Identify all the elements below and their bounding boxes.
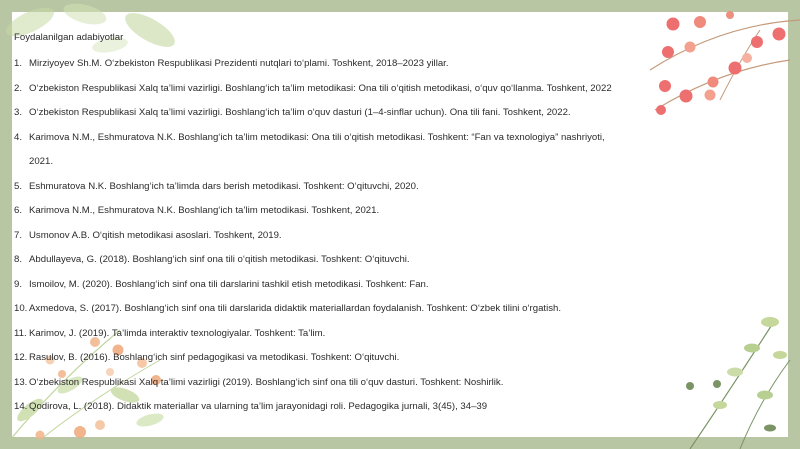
reference-text: Abdullayeva, G. (2018). Boshlang‘ich sinf ona tili o‘qitish metodikasi. Toshkent: O‘qituvchi. <box>29 254 410 265</box>
reference-item <box>14 77 654 102</box>
reference-number: 5. <box>14 180 23 192</box>
reference-item <box>14 248 654 273</box>
bottom-right-leaves-icon <box>686 317 790 449</box>
reference-number: 1. <box>14 58 23 69</box>
reference-item <box>14 150 654 175</box>
reference-item <box>14 175 654 200</box>
reference-item <box>14 371 654 396</box>
reference-number: 10. <box>14 303 28 314</box>
reference-text: Eshmuratova N.K. Boshlang‘ich ta’limda dars berish metodikasi. Toshkent: O‘qituvchi, 2020. <box>29 180 419 192</box>
reference-number: 6. <box>14 205 23 216</box>
references-list <box>14 52 654 420</box>
reference-number: 2. <box>14 82 23 94</box>
reference-number: 12. <box>14 352 28 363</box>
reference-number <box>14 150 29 175</box>
reference-text: Usmonov A.B. O‘qitish metodikasi asoslari. Toshkent, 2019. <box>29 229 282 241</box>
reference-text: Mirziyoyev Sh.M. O‘zbekiston Respublikasi Prezidenti nutqlari to‘plami. Toshkent, 2018–2023 yillar. <box>29 58 449 69</box>
reference-number: 14. <box>14 401 28 412</box>
reference-item <box>14 224 654 249</box>
reference-text: Rasulov, B. (2016). Boshlang‘ich sinf pedagogikasi va metodikasi. Toshkent: O‘qituvchi. <box>29 352 400 363</box>
reference-item <box>14 273 654 298</box>
reference-item <box>14 199 654 224</box>
reference-text: O‘zbekiston Respublikasi Xalq ta’limi vazirligi (2019). Boshlang‘ich sinf ona tili o‘quv dasturi. Toshkent: Noshirlik. <box>29 376 504 388</box>
reference-text: Qodirova, L. (2018). Didaktik materiallar va ularning ta’lim jarayonidagi roli. Pedagogika jurnali, 3(45), 34–39 <box>29 401 488 412</box>
reference-item <box>14 395 654 420</box>
references-title: Foydalanilgan adabiyotlar <box>14 32 124 43</box>
reference-text: O‘zbekiston Respublikasi Xalq ta’limi vazirligi. Boshlang‘ich ta’lim metodikasi: Ona tili o‘qitish metodikasi, o‘quv qo‘llanma. Toshkent, 2022 <box>29 82 612 94</box>
reference-item <box>14 346 654 371</box>
reference-text: Karimov, J. (2019). Ta’limda interaktiv texnologiyalar. Toshkent: Ta’lim. <box>29 327 326 339</box>
reference-number: 4. <box>14 131 23 143</box>
reference-text: Karimova N.M., Eshmuratova N.K. Boshlang‘ich ta’lim metodikasi. Toshkent, 2021. <box>29 205 380 216</box>
reference-text: 2021. <box>29 156 54 167</box>
reference-item <box>14 297 654 322</box>
reference-item <box>14 322 654 347</box>
reference-item <box>14 126 654 151</box>
reference-number: 11. <box>14 327 27 339</box>
reference-text: Karimova N.M., Eshmuratova N.K. Boshlang‘ich ta’lim metodikasi: Ona tili o‘qitish metodikasi. Toshkent: “Fan va texnologiya” nashriyoti, <box>29 131 605 143</box>
reference-number: 13. <box>14 376 28 388</box>
top-right-berries-icon <box>650 11 800 115</box>
reference-number: 8. <box>14 254 23 265</box>
reference-text: Ismoilov, M. (2020). Boshlang‘ich sinf ona tili darslarini tashkil etish metodikasi. Toshkent: Fan. <box>29 278 429 290</box>
reference-text: O‘zbekiston Respublikasi Xalq ta’limi vazirligi. Boshlang‘ich ta’lim o‘quv dasturi (1–4-sinflar uchun). Ona tili fani. Toshkent, 2022. <box>29 107 571 118</box>
reference-item <box>14 101 654 126</box>
reference-item <box>14 52 654 77</box>
reference-text: Axmedova, S. (2017). Boshlang‘ich sinf ona tili darslarida didaktik materiallardan foydalanish. Toshkent: O‘zbek tilini o‘rgatish. <box>29 303 562 314</box>
reference-number: 3. <box>14 107 23 118</box>
reference-number: 9. <box>14 278 23 290</box>
references-section <box>14 32 654 420</box>
reference-number: 7. <box>14 229 23 241</box>
